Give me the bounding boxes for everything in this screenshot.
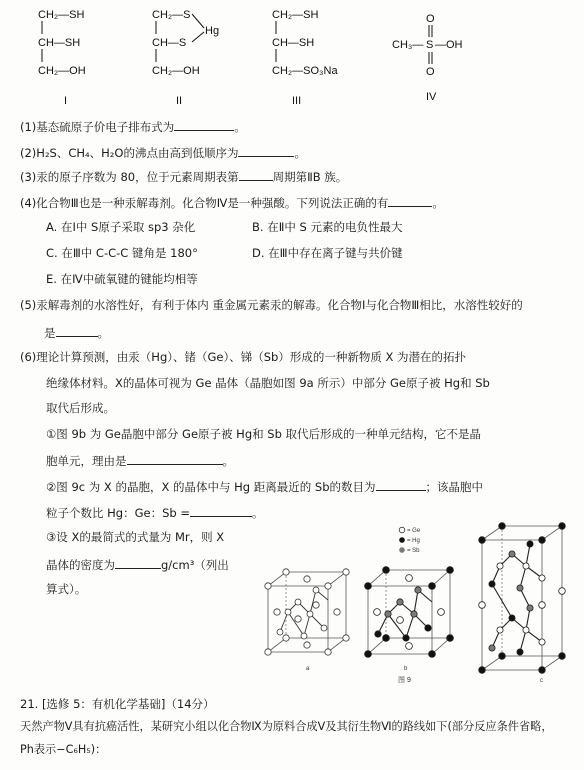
figure-caption: 图 9 (398, 677, 411, 684)
m2-row-2: CH—S (152, 37, 187, 49)
question-3: (3)汞的原子序数为 80，位于元素周期表第 周期第ⅡB 族。 (20, 170, 348, 184)
m2-hg: Hg (205, 25, 220, 37)
m3-row-1: CH₂—SH (272, 9, 319, 21)
crystal-cell-c (479, 523, 566, 684)
section-21-line-2: Ph表示−C₆H₅)： (20, 743, 107, 756)
q2-answer-blank[interactable] (238, 144, 294, 157)
q6-sub3-line-2: 晶体的密度为 g/cm³（列出 (46, 558, 229, 572)
q6-sub2-ratio-blank[interactable] (190, 504, 252, 517)
m4-o-top: O (426, 13, 435, 25)
question-5: (5)汞解毒剂的水溶性好，有利于体内 重金属元素汞的解毒。化合物Ⅰ与化合物Ⅲ相比，水溶性较好的 (20, 298, 523, 312)
m2-row-1: CH₂—S (152, 9, 191, 21)
legend-sb-marker (399, 547, 405, 553)
m4-label: IV (426, 91, 437, 103)
figure-label-a: a (306, 666, 310, 672)
m1-label: I (64, 95, 68, 107)
q6-sub1-line-1: ①图 9b 为 Ge晶胞中部分 Ge原子被 Hg和 Sb 取代后形成的一种单元结构，它不是晶 (46, 427, 482, 441)
question-2: (2)H₂S、CH₄、H₂O的沸点由高到低顺序为 。 (20, 146, 306, 160)
m2-row-3: CH₂—OH (152, 65, 200, 77)
q6-sub1-line-2: 胞单元，理由是 。 (46, 454, 234, 468)
m1-row-2: CH—SH (38, 37, 81, 49)
q4-answer-blank[interactable] (388, 194, 432, 207)
m2-label: II (176, 95, 183, 107)
crystal-figure-9 (250, 520, 576, 690)
question-4: (4)化合物Ⅲ也是一种汞解毒剂。化合物Ⅳ是一种强酸。下列说法正确的有 。 (20, 196, 444, 210)
molecule-4 (392, 0, 482, 110)
q5-answer-blank[interactable] (56, 324, 98, 337)
q6-sub2-line-2: 粒子个数比 Hg：Ge：Sb = 。 (46, 506, 264, 520)
m1-row-1: CH₂—SH (38, 9, 85, 21)
q4-option-d: D. 在Ⅲ中存在离子键与共价键 (252, 246, 403, 260)
q6-sub3-line-3: 算式）。 (46, 582, 87, 596)
crystal-figure-svg (250, 520, 576, 690)
q6-sub3-density-blank[interactable] (115, 556, 161, 569)
q6-sub3-line-1: ③设 X的最简式的式量为 Mr，则 X (46, 530, 225, 544)
m4-right: —OH (435, 39, 463, 51)
q6-sub2-nearest-blank[interactable] (376, 478, 426, 491)
q3-answer-blank[interactable] (239, 168, 273, 181)
molecule-1 (38, 0, 108, 110)
m3-row-3: CH₂—SO₃Na (272, 65, 338, 77)
m3-label: III (292, 95, 302, 107)
figure-label-b: b (404, 666, 408, 672)
m4-s: S (426, 39, 434, 51)
q4-option-c: C. 在Ⅲ中 C-C-C 键角是 180° (46, 246, 198, 260)
legend-hg: = Hg (407, 538, 420, 544)
q6-line-2: 绝缘体材料。X的晶体可视为 Ge 晶体（晶胞如图 9a 所示）中部分 Ge原子被 Hg和 Sb (46, 376, 490, 390)
q4-option-b: B. 在Ⅱ中 S 元素的电负性最大 (252, 220, 403, 234)
m3-row-2: CH—SH (272, 37, 315, 49)
question-5-line-2: 是 。 (44, 326, 109, 340)
crystal-legend (399, 527, 421, 554)
crystal-cell-a (265, 569, 349, 672)
legend-ge-marker (399, 527, 405, 533)
q6-line-3: 取代后形成。 (46, 401, 115, 415)
q4-option-e: E. 在Ⅳ中硫氧键的键能均相等 (46, 272, 198, 286)
q1-answer-blank[interactable] (174, 118, 234, 131)
m1-row-3: CH₂—OH (38, 65, 86, 77)
q4-option-a: A. 在Ⅰ中 S原子采取 sp3 杂化 (46, 220, 196, 234)
legend-sb: = Sb (407, 548, 420, 554)
crystal-cell-b (365, 567, 454, 672)
molecule-3 (272, 0, 362, 110)
section-21-heading: 21. [选修 5：有机化学基础]（14分） (20, 697, 215, 711)
figure-label-c: c (540, 678, 543, 684)
question-6: (6)理论计算预测，由汞（Hg）、锗（Ge）、锑（Sb）形成的一种新物质 X 为潜在的拓扑 (20, 350, 467, 364)
legend-ge: = Ge (407, 528, 421, 534)
m4-o-bottom: O (426, 66, 435, 78)
q6-sub1-answer-blank[interactable] (127, 452, 223, 465)
q6-sub2-line-1: ②图 9c 为 X 的晶胞，X 的晶体中与 Hg 距离最近的 Sb的数目为 ；该晶胞中 (46, 480, 483, 494)
molecule-2 (152, 0, 232, 110)
m4-left: CH₃— (392, 39, 424, 51)
legend-hg-marker (399, 537, 405, 543)
question-1: (1)基态硫原子价电子排布式为 。 (20, 120, 246, 134)
section-21-line-1: 天然产物Ⅴ具有抗癌活性，某研究小组以化合物Ⅸ为原料合成Ⅴ及其衍生物Ⅵ的路线如下(部分反应条件省略， (20, 720, 553, 733)
